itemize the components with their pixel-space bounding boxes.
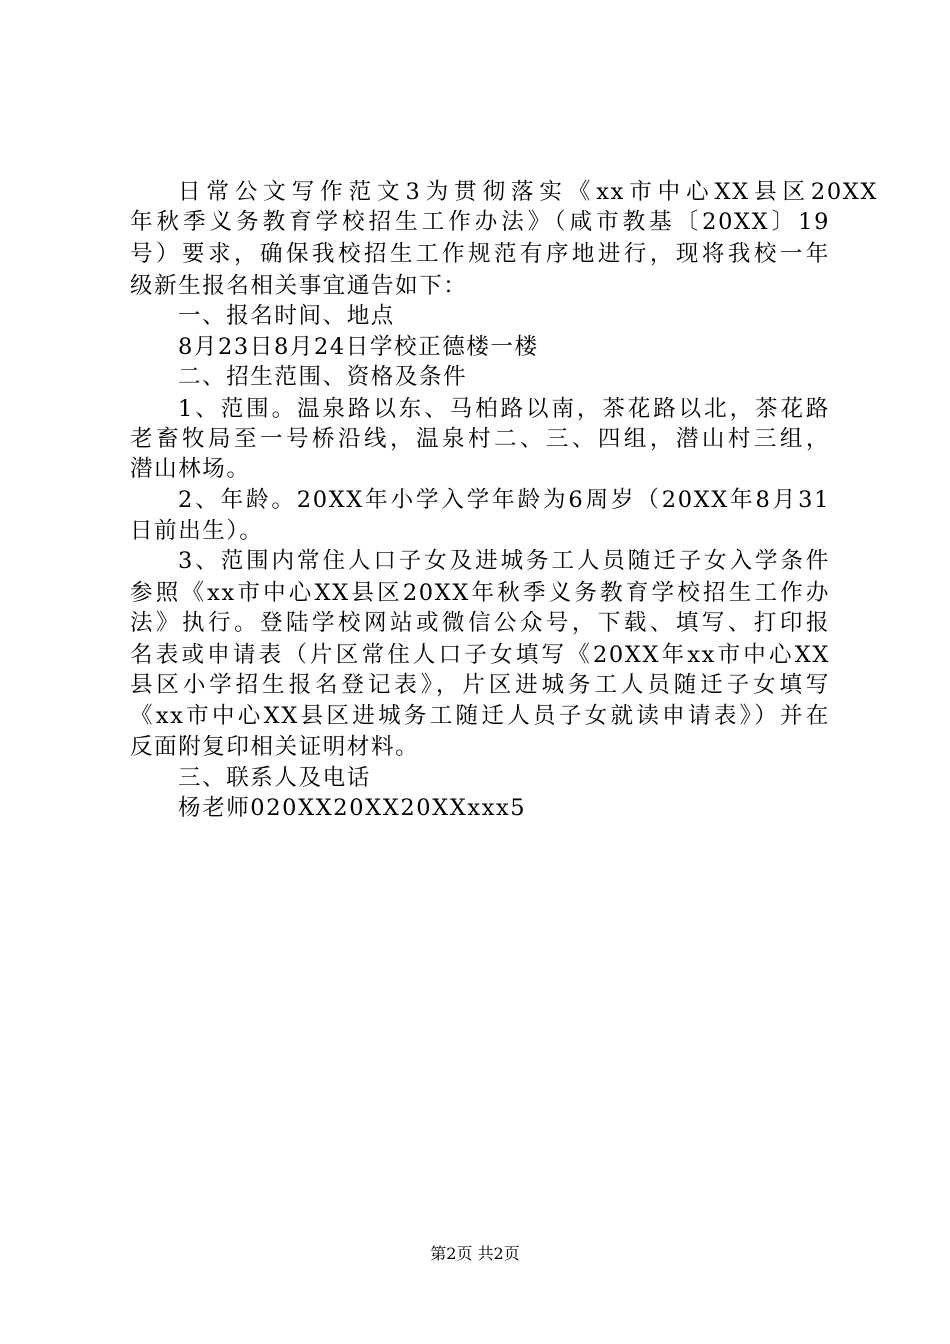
heading-contact: 三、联系人及电话	[178, 765, 371, 791]
conditions-line-2: 参照《xx市中心XX县区20XX年秋季义务教育学校招生工作办	[130, 580, 830, 606]
paragraph-1-line-3: 号）要求，确保我校招生工作规范有序地进行，现将我校一年	[130, 241, 830, 267]
conditions-line-6: 《xx市中心XX县区进城务工随迁人员子女就读申请表》）并在	[130, 703, 830, 729]
heading-registration-time-place: 一、报名时间、地点	[178, 303, 395, 329]
paragraph-1-line-1: 日常公文写作范文3为贯彻落实《xx市中心XX县区20XX	[178, 179, 878, 205]
page-number-footer: 第2页 共2页	[430, 1244, 520, 1263]
heading-scope-qualifications: 二、招生范围、资格及条件	[178, 364, 468, 390]
age-line-1: 2、年龄。20XX年小学入学年龄为6周岁（20XX年8月31	[178, 487, 830, 513]
conditions-line-3: 法》执行。登陆学校网站或微信公众号，下载、填写、打印报	[130, 610, 830, 636]
conditions-line-7: 反面附复印相关证明材料。	[130, 734, 420, 760]
registration-date-location: 8月23日8月24日学校正德楼一楼	[178, 334, 539, 360]
contact-person-phone: 杨老师020XX20XX20XXxxx5	[178, 795, 527, 821]
scope-line-1: 1、范围。温泉路以东、马柏路以南，茶花路以北，茶花路	[178, 396, 830, 422]
age-line-2: 日前出生）。	[130, 518, 264, 544]
paragraph-1-line-4: 级新生报名相关事宜通告如下：	[130, 273, 468, 299]
conditions-line-5: 县区小学招生报名登记表》，片区进城务工人员随迁子女填写	[130, 672, 830, 698]
scope-line-3: 潜山林场。	[130, 456, 251, 482]
paragraph-1-line-2: 年秋季义务教育学校招生工作办法》（咸市教基〔20XX〕19	[130, 209, 830, 235]
conditions-line-4: 名表或申请表（片区常住人口子女填写《20XX年xx市中心XX	[130, 642, 830, 668]
conditions-line-1: 3、范围内常住人口子女及进城务工人员随迁子女入学条件	[178, 548, 830, 574]
scope-line-2: 老畜牧局至一号桥沿线，温泉村二、三、四组，潜山村三组，	[130, 426, 830, 452]
